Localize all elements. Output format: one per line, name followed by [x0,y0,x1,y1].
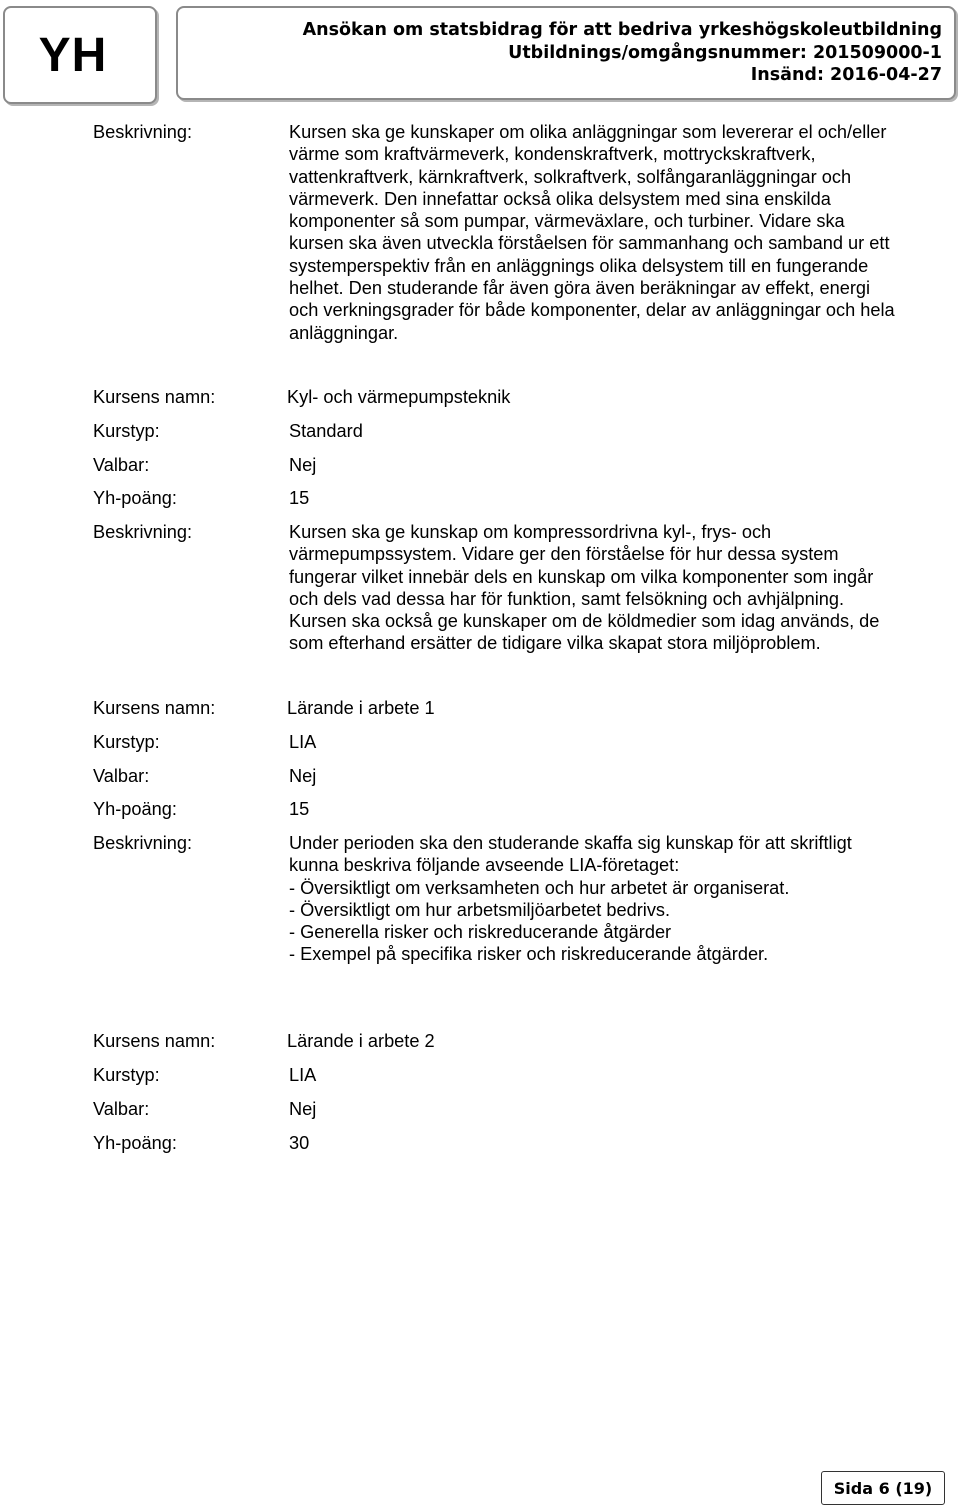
description-line: värme som kraftvärmeverk, kondenskraftverk, mottryckskraftverk, [289,144,816,165]
description-line: - Översiktligt om hur arbetsmiljöarbetet bedrivs. [289,899,671,920]
description-label: Beskrivning: [93,833,193,853]
optional-label: Valbar: [93,1099,150,1119]
course-description [289,521,957,655]
description-line: kursen ska även utveckla förståelsen för sammanhang och samband ur ett [289,233,890,254]
description-line: Kursen ska ge kunskap om kompressordrivna kyl-, frys- och [289,522,772,542]
description-line: vattenkraftverk, kärnkraftverk, solkraftverk, solfångaranläggningar och [289,166,852,187]
course-points: 15 [289,799,310,819]
page-number: Sida 6 (19) [833,1478,933,1498]
document-header [176,6,956,100]
description-line: helhet. Den studerande får även göra även beräkningar av effekt, energi [289,278,871,299]
course-type: Standard [289,421,363,441]
points-label: Yh-poäng: [93,1133,177,1153]
course-name-label: Kursens namn: [93,1031,216,1051]
header-date: Insänd: 2016-04-27 [750,65,942,85]
points-label: Yh-poäng: [93,799,177,819]
description-line: kunna beskriva följande avseende LIA-företaget: [289,855,680,876]
course-name-label: Kursens namn: [93,698,216,718]
description-line: och dels vad dessa har för funktion, samt felsökning och avhjälpning. [289,588,845,609]
course-type: LIA [289,1065,317,1085]
course-name-label: Kursens namn: [93,387,216,407]
description-line: som efterhand ersätter de tidigare vilka skapat stora miljöproblem. [289,633,821,654]
course-type: LIA [289,732,317,752]
description-line: Kursen ska också ge kunskaper om de köldmedier som idag används, de [289,611,880,632]
course-type-label: Kurstyp: [93,732,160,752]
description-line: värmeverk. Den innefattar också olika delsystem med sina enskilda [289,188,831,209]
description-label: Beskrivning: [93,122,193,142]
description-label: Beskrivning: [93,522,193,542]
description-line: Under perioden ska den studerande skaffa sig kunskap för att skriftligt [289,833,852,853]
description-line: anläggningar. [289,322,399,343]
description-line: värmepumpssystem. Vidare ger den förståelse för hur dessa system [289,544,839,565]
course-type-label: Kurstyp: [93,1065,160,1085]
course-type-label: Kurstyp: [93,421,160,441]
course-name: Kyl- och värmepumpsteknik [287,387,511,407]
course-optional: Nej [289,766,317,786]
header-number: Utbildnings/omgångsnummer: 201509000-1 [508,42,942,63]
description-line: - Översiktligt om verksamheten och hur arbetet är organiserat. [289,877,790,898]
course-name: Lärande i arbete 2 [287,1031,435,1051]
header-title: Ansökan om statsbidrag för att bedriva yrkeshögskoleutbildning [302,20,942,40]
course-points: 15 [289,488,310,508]
description-line: systemperspektiv från en anläggnings olika delsystem till en fungerande [289,255,869,276]
course-description [289,121,957,344]
description-line: Kursen ska ge kunskaper om olika anläggningar som levererar el och/eller [289,122,887,142]
course-name: Lärande i arbete 1 [287,698,435,718]
description-line: - Exempel på specifika risker och riskreducerande åtgärder. [289,944,769,965]
optional-label: Valbar: [93,766,150,786]
course-optional: Nej [289,455,317,475]
optional-label: Valbar: [93,455,150,475]
description-line: komponenter så som pumpar, värmeväxlare, och turbiner. Vidare ska [289,211,845,232]
course-optional: Nej [289,1099,317,1119]
description-line: - Generella risker och riskreducerande åtgärder [289,922,672,943]
page-number-box [821,1471,945,1505]
logo-box [3,6,157,104]
course-points: 30 [289,1133,310,1153]
logo: YH [38,28,108,82]
description-line: fungerar vilket innebär dels en kunskap om vilka komponenter som ingår [289,566,874,587]
course-description [289,832,957,966]
points-label: Yh-poäng: [93,488,177,508]
description-line: och verkningsgrader för både komponenter, delar av anläggningar och hela [289,300,895,321]
